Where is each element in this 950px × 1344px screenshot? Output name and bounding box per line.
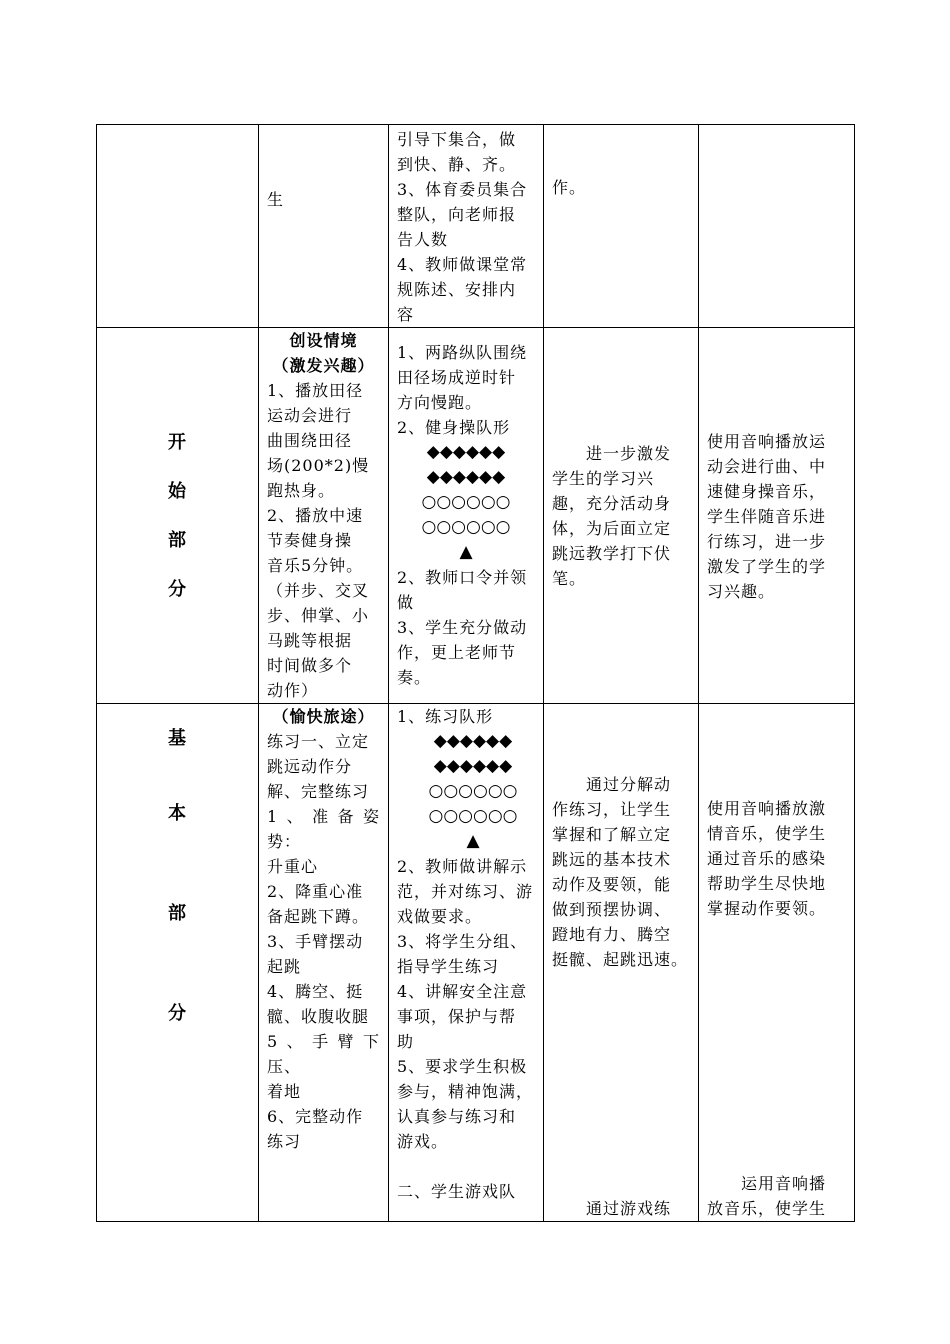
section-label-char: 始 bbox=[168, 480, 187, 502]
method-line: 引导下集合，做 bbox=[397, 130, 517, 149]
formation-diagram bbox=[397, 440, 535, 565]
purpose-cell bbox=[544, 328, 699, 704]
purpose-line: 通过分解动 bbox=[552, 775, 672, 794]
content-line: 3、手臂摆动 bbox=[267, 932, 364, 951]
method-line: 认真参与练习和 bbox=[397, 1107, 517, 1126]
content-line: 运动会进行 bbox=[267, 406, 353, 425]
purpose-cell bbox=[544, 125, 699, 328]
content-line: 着地 bbox=[267, 1082, 302, 1101]
method-line: 整队，向老师报 bbox=[397, 205, 517, 224]
content-text: 生 bbox=[267, 190, 285, 209]
purpose-line: 体，为后面立定 bbox=[552, 518, 672, 538]
teacher-marker: ▲ bbox=[459, 542, 473, 562]
content-line: （并步、交叉 bbox=[267, 581, 370, 600]
method-line: 告人数 bbox=[397, 230, 449, 249]
method-line: 规陈述、安排内 bbox=[397, 280, 517, 299]
method-line: 5、要求学生积极 bbox=[397, 1057, 528, 1076]
content-heading: （愉快旅途） bbox=[272, 707, 375, 726]
content-line: 练习一、立定 bbox=[267, 732, 370, 751]
method-line: 到快、静、齐。 bbox=[397, 155, 517, 174]
notes-line: 使用音响播放运 bbox=[707, 432, 827, 451]
section-label-char: 基 bbox=[168, 728, 187, 749]
table-row-continued bbox=[97, 125, 855, 328]
content-line: 场(200*2)慢 bbox=[267, 456, 370, 475]
method-line: 2、教师做讲解示 bbox=[397, 857, 528, 876]
content-line: 升重心 bbox=[267, 857, 319, 876]
method-line: 4、讲解安全注意 bbox=[397, 982, 528, 1001]
method-line: 4、教师做课堂常 bbox=[397, 255, 528, 274]
method-line: 指导学生练习 bbox=[397, 957, 500, 976]
content-line: 跳远动作分 bbox=[267, 757, 353, 776]
content-line: 跑热身。 bbox=[267, 481, 336, 500]
notes-cell-empty bbox=[699, 125, 855, 328]
content-line: 6、完整动作 bbox=[267, 1107, 364, 1126]
purpose-line: 跳远教学打下伏 bbox=[552, 543, 672, 563]
purpose-line: 蹬地有力、腾空 bbox=[552, 925, 672, 944]
notes-line: 掌握动作要领。 bbox=[707, 899, 827, 918]
section-label-char: 部 bbox=[168, 529, 187, 551]
method-line: 游戏。 bbox=[397, 1132, 449, 1151]
method-line: 3、将学生分组、 bbox=[397, 932, 528, 951]
content-line: 曲围绕田径 bbox=[267, 431, 353, 450]
purpose-line: 挺髋、起跳迅速。 bbox=[552, 950, 689, 969]
notes-line: 习兴趣。 bbox=[707, 582, 776, 601]
content-line: 起跳 bbox=[267, 957, 302, 976]
section-label-char: 本 bbox=[168, 803, 187, 824]
lesson-plan-table bbox=[96, 124, 855, 1222]
content-line: 备起跳下蹲。 bbox=[267, 907, 370, 926]
method-line: 戏做要求。 bbox=[397, 907, 483, 926]
content-line: 练习 bbox=[267, 1132, 302, 1151]
method-line: 做 bbox=[397, 593, 415, 612]
method-line: 容 bbox=[397, 305, 415, 324]
student-row: ◆◆◆◆◆◆ bbox=[433, 731, 513, 751]
purpose-cell bbox=[544, 704, 699, 1222]
notes-line: 使用音响播放激 bbox=[707, 799, 827, 818]
method-line: 方向慢跑。 bbox=[397, 393, 483, 412]
method-text bbox=[389, 125, 543, 327]
content-line: 4、腾空、挺 bbox=[267, 982, 364, 1001]
notes-line: 速健身操音乐， bbox=[707, 482, 827, 501]
content-line: 马跳等根据 bbox=[267, 631, 353, 650]
section-label-char: 开 bbox=[168, 431, 187, 453]
content-line: 音乐5分钟。 bbox=[267, 556, 364, 575]
teacher-marker: ▲ bbox=[466, 831, 480, 851]
method-line: 2、教师口令并领 bbox=[397, 568, 528, 587]
notes-line: 行练习，进一步 bbox=[707, 532, 827, 551]
method-line: 3、体育委员集合 bbox=[397, 180, 528, 199]
purpose-line: 做到预摆协调、 bbox=[552, 900, 672, 919]
purpose-line: 进一步激发 bbox=[552, 443, 672, 463]
notes-bottom-line: 放音乐，使学生 bbox=[707, 1199, 827, 1218]
notes-line: 帮助学生尽快地 bbox=[707, 874, 827, 893]
content-line: 动作） bbox=[267, 681, 319, 700]
content-heading: 创设情境 bbox=[289, 331, 358, 350]
purpose-line: 动作及要领，能 bbox=[552, 875, 672, 894]
content-line: 2、播放中速 bbox=[267, 506, 364, 525]
method-line: 作，更上老师节 bbox=[397, 643, 517, 662]
formation-diagram bbox=[397, 729, 535, 854]
method-line: 范，并对练习、游 bbox=[397, 882, 534, 901]
content-line: 步、伸掌、小 bbox=[267, 606, 370, 625]
method-line: 1、练习队形 bbox=[397, 707, 494, 726]
method-line: 田径场成逆时针 bbox=[397, 368, 517, 387]
content-line: 解、完整练习 bbox=[267, 782, 370, 801]
student-row: ◆◆◆◆◆◆ bbox=[433, 756, 513, 776]
notes-line: 通过音乐的感染 bbox=[707, 849, 827, 868]
notes-cell bbox=[699, 704, 855, 1222]
method-line: 二、学生游戏队 bbox=[397, 1182, 517, 1201]
student-row: ○○○○○○ bbox=[421, 492, 511, 512]
content-line: 时间做多个 bbox=[267, 656, 353, 675]
content-line: 1、播放田径 bbox=[267, 381, 364, 400]
method-line: 3、学生充分做动 bbox=[397, 618, 528, 637]
notes-cell bbox=[699, 328, 855, 704]
purpose-line: 掌握和了解立定 bbox=[552, 825, 672, 844]
student-row: ○○○○○○ bbox=[428, 806, 518, 826]
method-cell bbox=[389, 328, 544, 704]
content-cell bbox=[259, 704, 389, 1222]
content-heading: （激发兴趣） bbox=[272, 356, 375, 375]
notes-line: 动会进行曲、中 bbox=[707, 457, 827, 476]
purpose-line: 趣，充分活动身 bbox=[552, 493, 672, 513]
section-label-char: 部 bbox=[168, 903, 187, 924]
method-line bbox=[397, 1154, 535, 1179]
purpose-line: 笔。 bbox=[552, 568, 587, 588]
purpose-line: 跳远的基本技术 bbox=[552, 850, 672, 869]
method-line: 1、两路纵队围绕 bbox=[397, 343, 528, 362]
notes-line: 激发了学生的学 bbox=[707, 557, 827, 576]
method-line: 助 bbox=[397, 1032, 415, 1051]
student-row: ○○○○○○ bbox=[421, 517, 511, 537]
purpose-text: 作。 bbox=[552, 178, 587, 197]
notes-line: 情音乐，使学生 bbox=[707, 824, 827, 843]
student-row: ○○○○○○ bbox=[428, 781, 518, 801]
content-line: 节奏健身操 bbox=[267, 531, 353, 550]
student-row: ◆◆◆◆◆◆ bbox=[426, 467, 506, 487]
section-label-char: 分 bbox=[168, 1003, 187, 1024]
method-line: 参与，精神饱满， bbox=[397, 1082, 534, 1101]
section-label-char: 分 bbox=[168, 578, 187, 600]
table-row-start-section bbox=[97, 328, 855, 704]
method-line: 奏。 bbox=[397, 668, 432, 687]
section-label-start bbox=[97, 328, 259, 704]
content-line: 髋、收腹收腿 bbox=[267, 1007, 370, 1026]
table-row-basic-section bbox=[97, 704, 855, 1222]
method-cell bbox=[389, 125, 544, 328]
notes-line: 学生伴随音乐进 bbox=[707, 507, 827, 526]
content-cell bbox=[259, 125, 389, 328]
purpose-bottom-text: 通过游戏练 bbox=[552, 1199, 672, 1218]
method-line: 2、健身操队形 bbox=[397, 418, 511, 437]
method-cell bbox=[389, 704, 544, 1222]
content-line: 1、准备姿势： bbox=[267, 807, 380, 851]
content-line: 2、降重心准 bbox=[267, 882, 364, 901]
section-cell-empty bbox=[97, 125, 259, 328]
content-cell bbox=[259, 328, 389, 704]
method-line: 事项，保护与帮 bbox=[397, 1007, 517, 1026]
content-line: 5、手臂下压、 bbox=[267, 1032, 380, 1076]
section-label-basic bbox=[97, 704, 259, 1222]
student-row: ◆◆◆◆◆◆ bbox=[426, 442, 506, 462]
purpose-line: 学生的学习兴 bbox=[552, 468, 655, 488]
notes-bottom-line: 运用音响播 bbox=[707, 1174, 827, 1193]
purpose-line: 作练习，让学生 bbox=[552, 800, 672, 819]
